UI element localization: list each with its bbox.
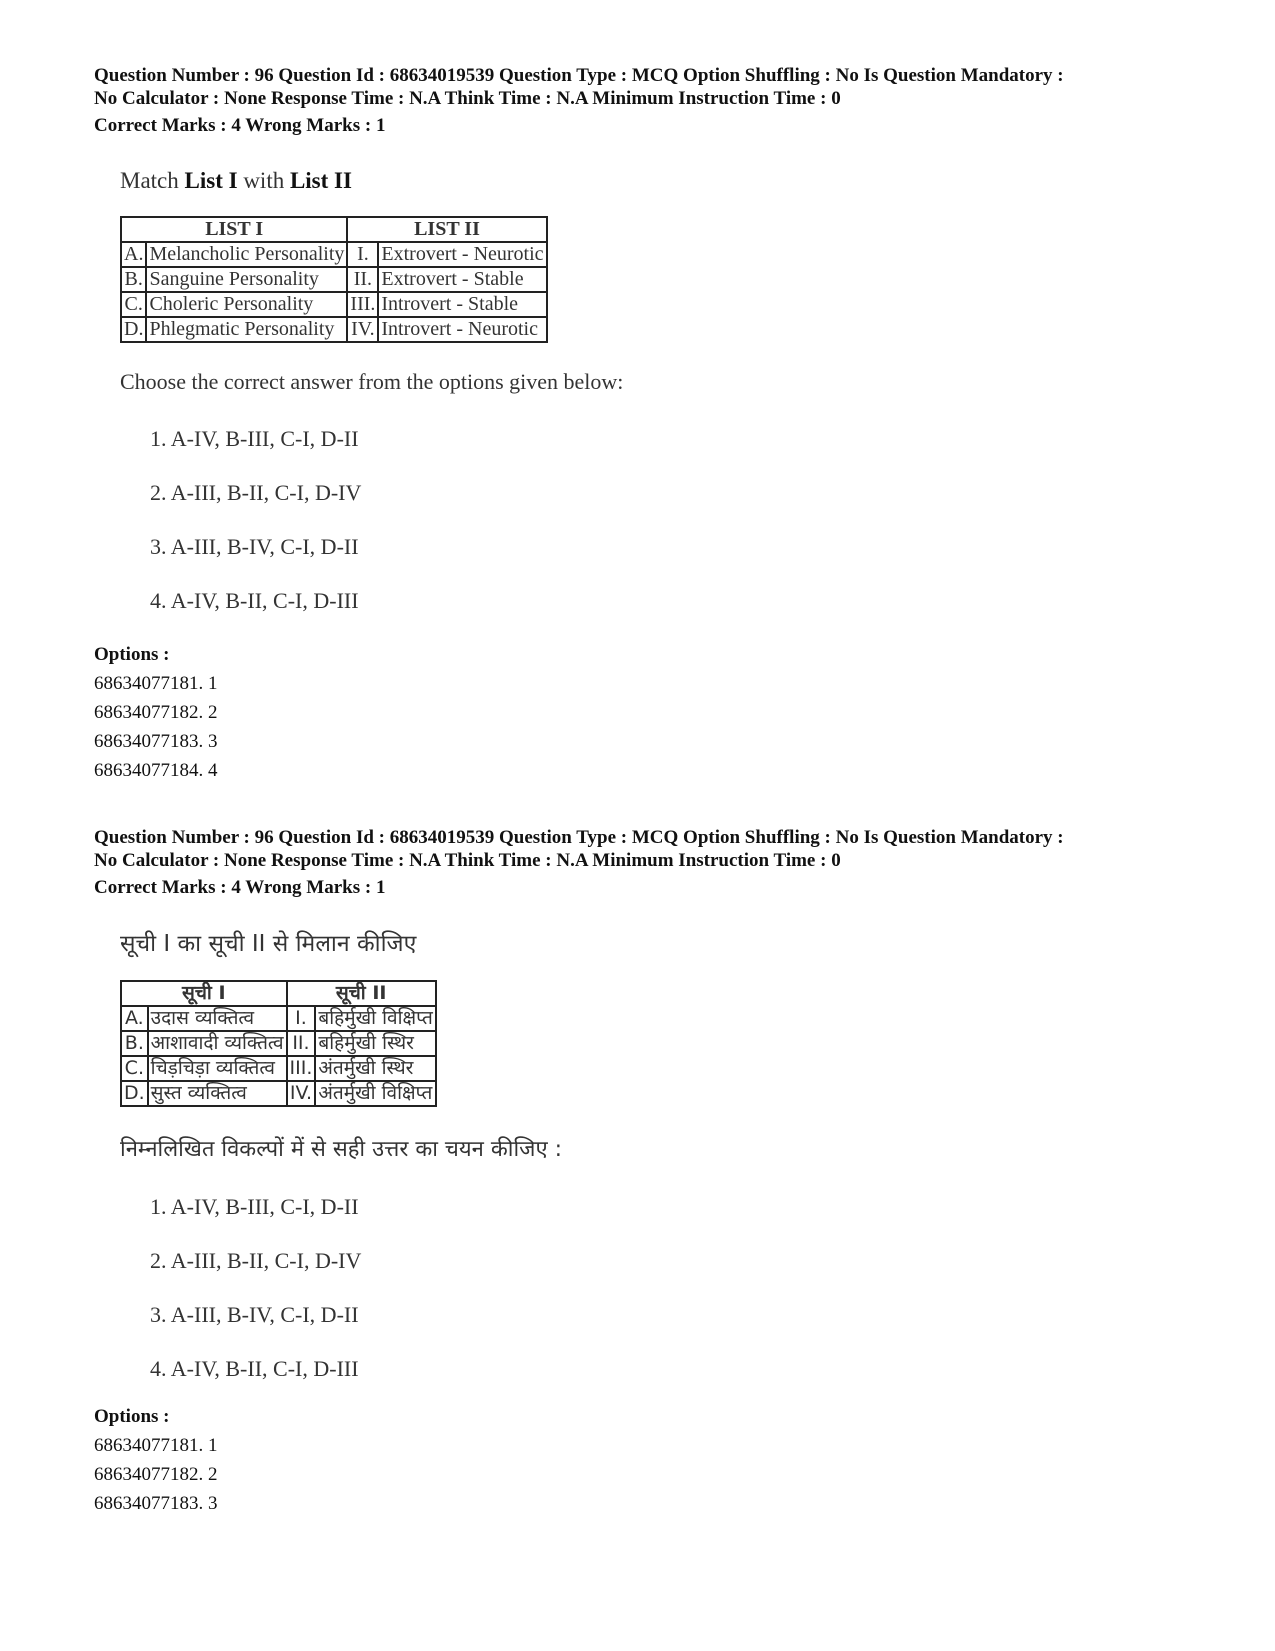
row-value: Introvert - Stable: [378, 292, 546, 317]
table-row: [121, 292, 547, 317]
q1-answer-3: 3. A-III, B-IV, C-I, D-II: [150, 534, 359, 559]
q2-choose-instruction: निम्नलिखित विकल्पों में से सही उत्तर का चयन कीजिए :: [120, 1137, 563, 1162]
row-key: II.: [287, 1031, 316, 1056]
row-key: A.: [121, 242, 146, 267]
q2-options-header: Options :: [94, 1406, 170, 1427]
table-row: [121, 242, 547, 267]
q2-header: [94, 826, 1214, 899]
q1-options: [94, 640, 218, 785]
q1-option-3: 68634077183. 3: [94, 731, 218, 752]
row-value: Melancholic Personality: [146, 242, 347, 267]
table-row: [121, 1031, 436, 1056]
list2-header: LIST II: [347, 217, 546, 242]
row-value: आशावादी व्यक्तित्व: [148, 1031, 287, 1056]
q1-answer-2: 2. A-III, B-II, C-I, D-IV: [150, 480, 362, 505]
table-row: [121, 267, 547, 292]
q2-option-3: 68634077183. 3: [94, 1493, 218, 1514]
row-value: Choleric Personality: [146, 292, 347, 317]
table-header-row: [121, 981, 436, 1006]
row-key: B.: [121, 267, 146, 292]
row-value: Phlegmatic Personality: [146, 317, 347, 342]
q2-match-table: [120, 980, 437, 1107]
row-key: III.: [347, 292, 378, 317]
q1-header: [94, 64, 1214, 137]
q1-title: Match List I with List II: [120, 168, 352, 193]
q1-choose-instruction: Choose the correct answer from the options given below:: [120, 369, 624, 394]
row-key: IV.: [287, 1081, 316, 1106]
row-key: IV.: [347, 317, 378, 342]
q2-answer-2: 2. A-III, B-II, C-I, D-IV: [150, 1248, 362, 1273]
row-key: I.: [287, 1006, 316, 1031]
row-value: उदास व्यक्तित्व: [148, 1006, 287, 1031]
q2-options: [94, 1402, 218, 1518]
row-value: Extrovert - Stable: [378, 267, 546, 292]
table-row: [121, 1081, 436, 1106]
q2-option-1: 68634077181. 1: [94, 1435, 218, 1456]
table-header-row: [121, 217, 547, 242]
row-key: III.: [287, 1056, 316, 1081]
q1-option-4: 68634077184. 4: [94, 760, 218, 781]
q1-meta-line1: Question Number : 96 Question Id : 68634019539 Question Type : MCQ Option Shuffling : No Is Question Mandatory :: [94, 65, 1064, 86]
q1-match-table: [120, 216, 548, 343]
q2-answer-1: 1. A-IV, B-III, C-I, D-II: [150, 1194, 359, 1219]
row-value: बहिर्मुखी स्थिर: [315, 1031, 435, 1056]
row-key: D.: [121, 317, 146, 342]
row-value: बहिर्मुखी विक्षिप्त: [315, 1006, 435, 1031]
q2-meta-line1: Question Number : 96 Question Id : 68634019539 Question Type : MCQ Option Shuffling : No Is Question Mandatory :: [94, 827, 1064, 848]
list2-header: सूची II: [287, 981, 436, 1006]
row-value: सुस्त व्यक्तित्व: [148, 1081, 287, 1106]
row-key: C.: [121, 1056, 148, 1081]
row-value: Sanguine Personality: [146, 267, 347, 292]
q2-question-body: [120, 926, 562, 1381]
row-value: अंतर्मुखी विक्षिप्त: [315, 1081, 435, 1106]
q2-meta-line2: No Calculator : None Response Time : N.A Think Time : N.A Minimum Instruction Time : 0: [94, 850, 841, 871]
q1-option-2: 68634077182. 2: [94, 702, 218, 723]
row-key: I.: [347, 242, 378, 267]
row-key: B.: [121, 1031, 148, 1056]
q2-title: सूची I का सूची II से मिलान कीजिए: [120, 931, 417, 957]
table-row: [121, 317, 547, 342]
q1-options-header: Options :: [94, 644, 170, 665]
q1-answer-1: 1. A-IV, B-III, C-I, D-II: [150, 426, 359, 451]
q1-marks: Correct Marks : 4 Wrong Marks : 1: [94, 115, 386, 136]
row-value: अंतर्मुखी स्थिर: [315, 1056, 435, 1081]
q2-answer-4: 4. A-IV, B-II, C-I, D-III: [150, 1356, 359, 1381]
q2-answer-3: 3. A-III, B-IV, C-I, D-II: [150, 1302, 359, 1327]
row-value: Extrovert - Neurotic: [378, 242, 546, 267]
q1-answer-4: 4. A-IV, B-II, C-I, D-III: [150, 588, 359, 613]
table-row: [121, 1006, 436, 1031]
row-key: D.: [121, 1081, 148, 1106]
row-key: C.: [121, 292, 146, 317]
row-value: चिड़चिड़ा व्यक्तित्व: [148, 1056, 287, 1081]
q1-option-1: 68634077181. 1: [94, 673, 218, 694]
row-key: II.: [347, 267, 378, 292]
list1-header: LIST I: [121, 217, 347, 242]
list1-header: सूची I: [121, 981, 287, 1006]
table-row: [121, 1056, 436, 1081]
q1-meta-line2: No Calculator : None Response Time : N.A Think Time : N.A Minimum Instruction Time : 0: [94, 88, 841, 109]
q1-question-body: [120, 168, 623, 613]
q2-marks: Correct Marks : 4 Wrong Marks : 1: [94, 877, 386, 898]
row-key: A.: [121, 1006, 148, 1031]
row-value: Introvert - Neurotic: [378, 317, 546, 342]
q2-option-2: 68634077182. 2: [94, 1464, 218, 1485]
